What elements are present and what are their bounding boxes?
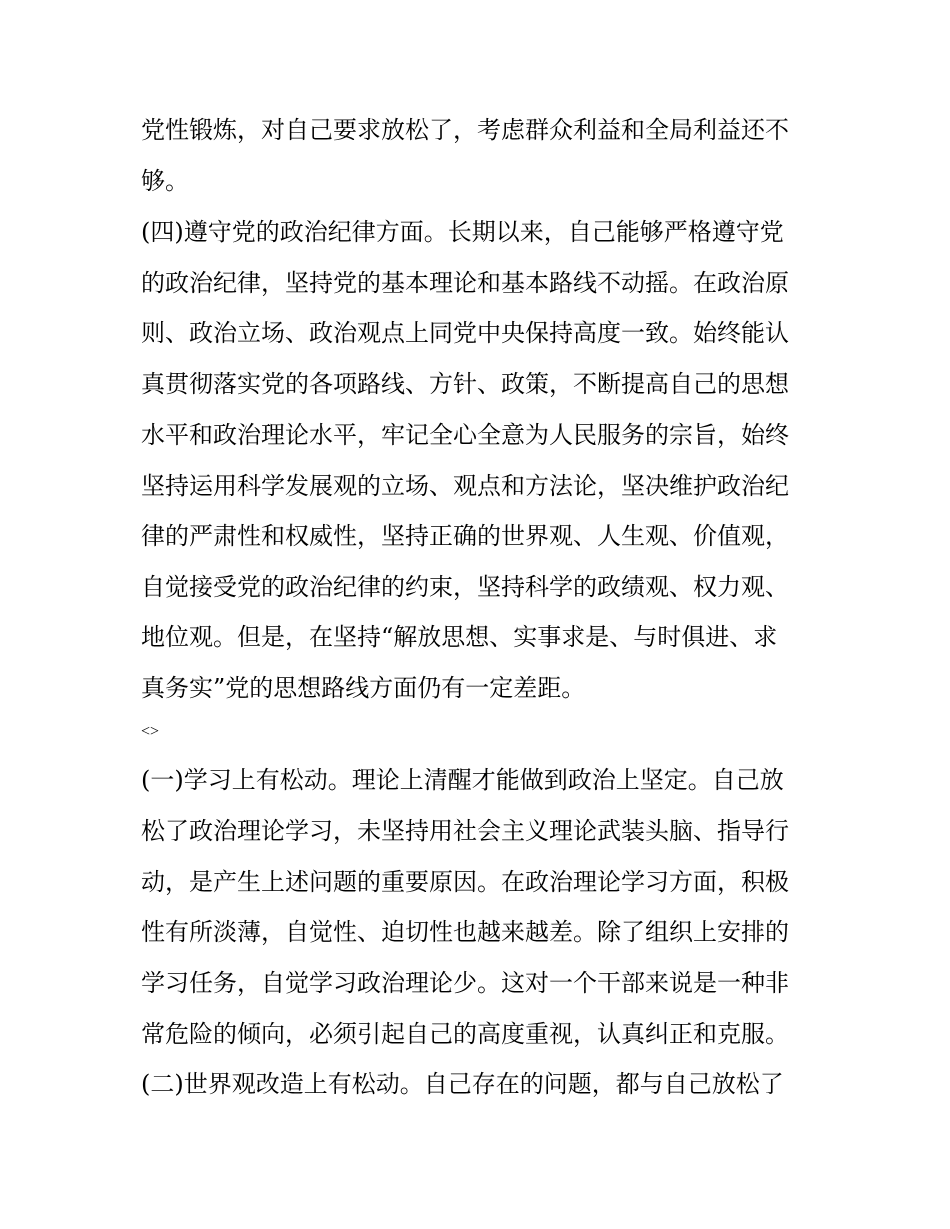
placeholder-marker: <> [141, 723, 160, 740]
text-line: 动，是产生上述问题的重要原因。在政治理论学习方面，积极 [141, 868, 789, 896]
text-line: (二)世界观改造上有松动。自己存在的问题，都与自己放松了 [141, 1070, 784, 1098]
text-line: 常危险的倾向，必须引起自己的高度重视，认真纠正和克服。 [141, 1020, 789, 1048]
text-line: 真贯彻落实党的各项路线、方针、政策，不断提高自己的思想 [141, 370, 789, 398]
text-line: 性有所淡薄，自觉性、迫切性也越来越差。除了组织上安排的 [141, 918, 789, 946]
text-line: (四)遵守党的政治纪律方面。长期以来，自己能够严格遵守党 [141, 218, 784, 246]
text-line: (一)学习上有松动。理论上清醒才能做到政治上坚定。自己放 [141, 766, 784, 794]
text-line: 水平和政治理论水平，牢记全心全意为人民服务的宗旨，始终 [141, 421, 789, 449]
text-line: 真务实”党的思想路线方面仍有一定差距。 [141, 674, 586, 702]
text-line: 够。 [141, 167, 189, 195]
text-line: 松了政治理论学习，未坚持用社会主义理论武装头脑、指导行 [141, 817, 789, 845]
text-line: 的政治纪律，坚持党的基本理论和基本路线不动摇。在政治原 [141, 269, 789, 297]
text-line: 律的严肃性和权威性，坚持正确的世界观、人生观、价值观， [141, 522, 789, 550]
text-line: 则、政治立场、政治观点上同党中央保持高度一致。始终能认 [141, 319, 789, 347]
text-line: 自觉接受党的政治纪律的约束，坚持科学的政绩观、权力观、 [141, 573, 789, 601]
text-line: 地位观。但是，在坚持“解放思想、实事求是、与时俱进、求 [141, 623, 778, 651]
text-line: 坚持运用科学发展观的立场、观点和方法论，坚决维护政治纪 [141, 472, 789, 500]
text-line: 党性锻炼，对自己要求放松了，考虑群众利益和全局利益还不 [141, 116, 789, 144]
text-line: 学习任务，自觉学习政治理论少。这对一个干部来说是一种非 [141, 969, 789, 997]
